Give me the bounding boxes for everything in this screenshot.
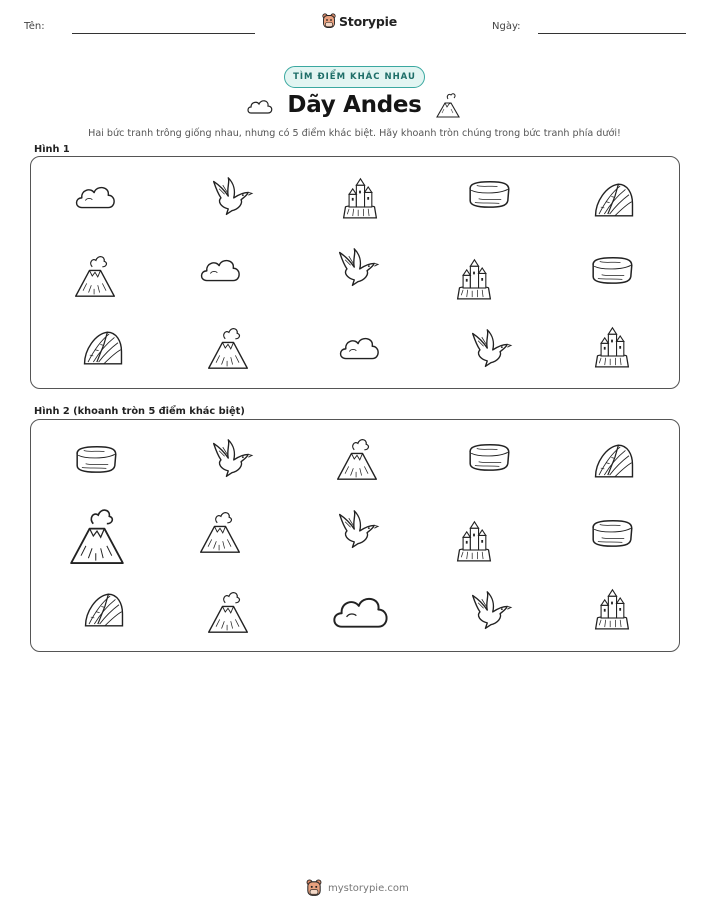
cloud-icon[interactable] bbox=[329, 590, 391, 634]
cloud-icon bbox=[337, 332, 381, 364]
date-label: Ngày: bbox=[492, 21, 521, 32]
stone-icon[interactable] bbox=[465, 441, 513, 473]
volcano-icon bbox=[72, 252, 118, 300]
figure2-label: Hình 2 (khoanh tròn 5 điểm khác biệt) bbox=[34, 406, 245, 417]
stone-icon[interactable] bbox=[72, 443, 120, 475]
cloud-icon bbox=[198, 254, 242, 286]
volcano-icon[interactable] bbox=[62, 504, 132, 568]
instructions: Hai bức tranh trông giống nhau, nhưng có 5 điểm khác biệt. Hãy khoanh tròn chúng trong bức tranh phía dưới! bbox=[88, 128, 621, 139]
bird-icon[interactable] bbox=[334, 509, 380, 551]
page-title: Dãy Andes bbox=[287, 92, 422, 118]
cloud-icon bbox=[73, 181, 117, 213]
mountain-icon bbox=[592, 180, 636, 220]
name-line[interactable] bbox=[72, 33, 255, 34]
footer bbox=[306, 879, 409, 897]
activity-badge: TÌM ĐIỂM KHÁC NHAU bbox=[284, 66, 425, 88]
brand-name: Storypie bbox=[339, 13, 397, 29]
date-line[interactable] bbox=[538, 33, 686, 34]
bird-icon[interactable] bbox=[467, 590, 513, 632]
mountain-icon[interactable] bbox=[82, 590, 126, 630]
footer-url[interactable]: mystorypie.com bbox=[328, 882, 409, 894]
bird-icon[interactable] bbox=[208, 438, 254, 480]
stone-icon bbox=[588, 254, 636, 286]
volcano-icon[interactable] bbox=[205, 588, 251, 636]
volcano-icon bbox=[434, 90, 462, 120]
castle-icon[interactable] bbox=[454, 517, 494, 563]
volcano-icon bbox=[205, 324, 251, 372]
brand bbox=[322, 13, 397, 29]
bear-logo-icon bbox=[306, 879, 322, 897]
mountain-icon[interactable] bbox=[592, 441, 636, 481]
volcano-icon[interactable] bbox=[197, 508, 243, 556]
stone-icon[interactable] bbox=[588, 517, 636, 549]
castle-icon bbox=[340, 174, 380, 220]
castle-icon[interactable] bbox=[592, 585, 632, 631]
bird-icon bbox=[467, 328, 513, 370]
mountain-icon bbox=[81, 328, 125, 368]
castle-icon bbox=[454, 255, 494, 301]
figure1-label: Hình 1 bbox=[34, 144, 70, 155]
bear-logo-icon bbox=[322, 13, 336, 29]
name-label: Tên: bbox=[24, 21, 45, 32]
bird-icon bbox=[334, 247, 380, 289]
volcano-icon[interactable] bbox=[334, 435, 380, 483]
stone-icon bbox=[465, 178, 513, 210]
castle-icon bbox=[592, 323, 632, 369]
bird-icon bbox=[208, 176, 254, 218]
